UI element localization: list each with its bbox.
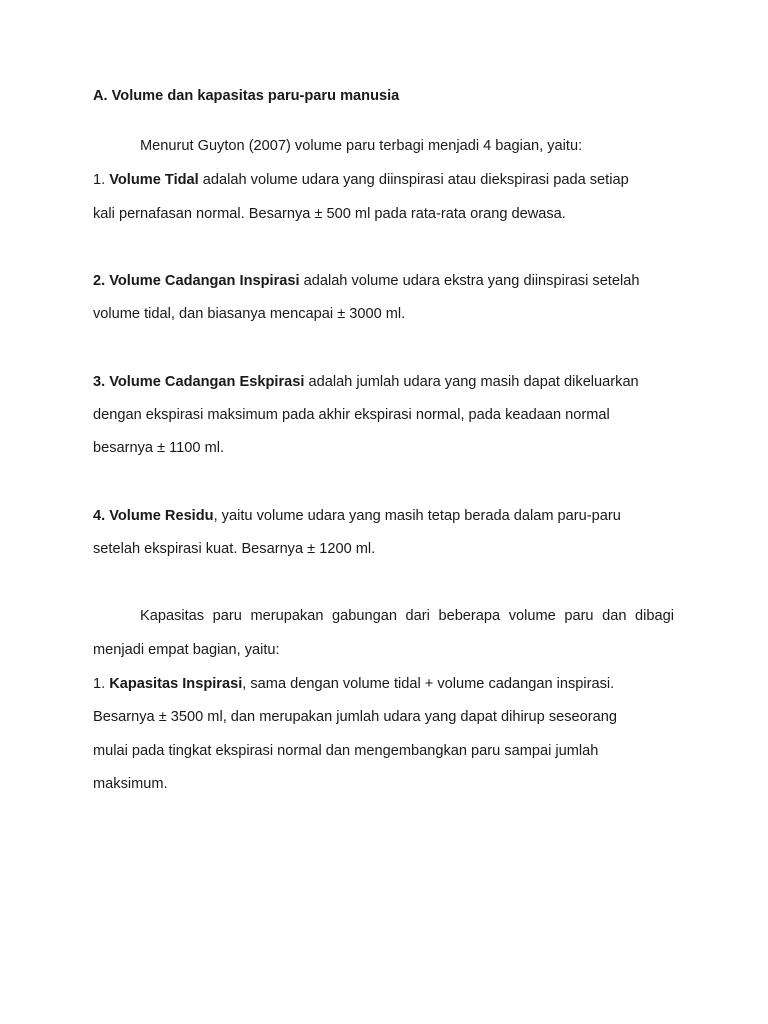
capacity-intro-line-1: Kapasitas paru merupakan gabungan dari beberapa volume paru dan dibagi bbox=[140, 608, 674, 624]
term-volume-residu: Volume Residu bbox=[109, 508, 214, 524]
definition-text: adalah volume udara yang diinspirasi atau diekspirasi pada setiap bbox=[198, 172, 629, 188]
definition-text: adalah jumlah udara yang masih dapat dikeluarkan bbox=[304, 374, 639, 390]
volume-residu-line-1 bbox=[93, 507, 621, 525]
definition-text: , sama dengan volume tidal + volume cadangan inspirasi. bbox=[242, 676, 615, 692]
kapasitas-inspirasi-line-4: maksimum. bbox=[93, 776, 168, 792]
section-heading bbox=[93, 87, 399, 105]
term-volume-cadangan-inspirasi: Volume Cadangan Inspirasi bbox=[109, 273, 300, 289]
volume-intro-paragraph: Menurut Guyton (2007) volume paru terbagi menjadi 4 bagian, yaitu: bbox=[140, 138, 583, 154]
list-number: 2. bbox=[93, 273, 106, 289]
kapasitas-inspirasi-line-1 bbox=[93, 675, 614, 693]
volume-cadangan-inspirasi-line-2: volume tidal, dan biasanya mencapai ± 3000 ml. bbox=[93, 306, 406, 322]
capacity-intro-line-2: menjadi empat bagian, yaitu: bbox=[93, 642, 280, 658]
volume-tidal-line-1 bbox=[93, 171, 629, 189]
list-number: 4. bbox=[93, 508, 106, 524]
list-number-bold bbox=[93, 374, 304, 390]
term-volume-tidal: Volume Tidal bbox=[109, 172, 199, 188]
definition-text: adalah volume udara ekstra yang diinspirasi setelah bbox=[299, 273, 640, 289]
volume-tidal-line-2: kali pernafasan normal. Besarnya ± 500 ml pada rata-rata orang dewasa. bbox=[93, 206, 566, 222]
term-kapasitas-inspirasi: Kapasitas Inspirasi bbox=[109, 676, 243, 692]
list-number-bold bbox=[93, 508, 214, 524]
term-volume-cadangan-ekspirasi: Volume Cadangan Eskpirasi bbox=[109, 374, 305, 390]
volume-cadangan-ekspirasi-line-2: dengan ekspirasi maksimum pada akhir ekspirasi normal, pada keadaan normal bbox=[93, 407, 610, 423]
kapasitas-inspirasi-line-3: mulai pada tingkat ekspirasi normal dan mengembangkan paru sampai jumlah bbox=[93, 743, 599, 759]
volume-cadangan-inspirasi-line-1 bbox=[93, 272, 639, 290]
list-number: 1. bbox=[93, 172, 106, 188]
volume-cadangan-ekspirasi-line-3: besarnya ± 1100 ml. bbox=[93, 440, 225, 456]
list-number-bold bbox=[93, 273, 300, 289]
section-heading-text: A. Volume dan kapasitas paru-paru manusia bbox=[93, 88, 400, 104]
volume-cadangan-ekspirasi-line-1 bbox=[93, 373, 639, 391]
definition-text: , yaitu volume udara yang masih tetap berada dalam paru-paru bbox=[213, 508, 621, 524]
volume-residu-line-2: setelah ekspirasi kuat. Besarnya ± 1200 ml. bbox=[93, 541, 376, 557]
list-number: 3. bbox=[93, 374, 106, 390]
list-number: 1. bbox=[93, 676, 106, 692]
kapasitas-inspirasi-line-2: Besarnya ± 3500 ml, dan merupakan jumlah udara yang dapat dihirup seseorang bbox=[93, 709, 617, 725]
